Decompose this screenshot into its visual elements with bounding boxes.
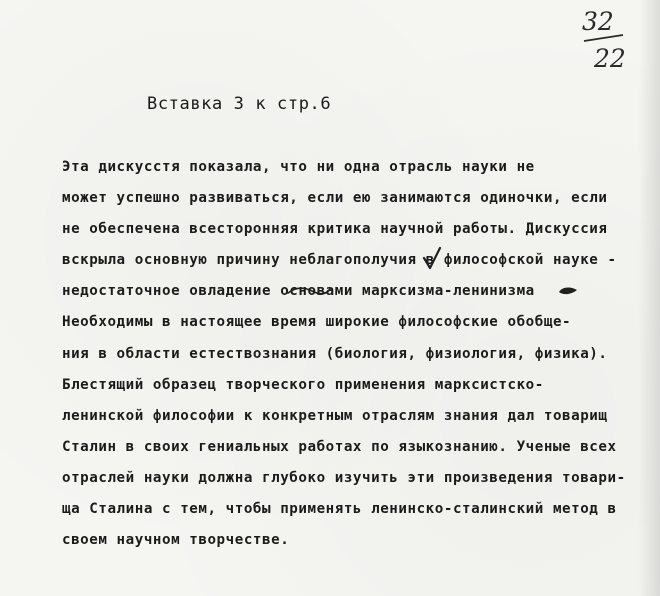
text-line-content: Необходимы в настоящее время широкие философские обобще-	[62, 314, 572, 331]
text-line-content: ния в области естествознания (биология, физиология, физика).	[62, 345, 608, 362]
text-line	[62, 401, 642, 432]
text-line	[62, 463, 642, 494]
text-line	[62, 525, 642, 556]
text-line-content: вскрыла основную причину неблагополучия в философской науке -	[62, 252, 617, 269]
text-line-content: может успешно развиваться, если ею занимаются одиночки, если	[62, 190, 608, 207]
text-line-content: своем научном творчестве.	[62, 532, 290, 549]
pen-underline-svg	[286, 285, 332, 297]
pen-correction-mark	[422, 246, 442, 272]
text-line	[62, 307, 642, 338]
pen-correction-svg	[422, 246, 442, 272]
typed-body-text	[62, 152, 642, 556]
text-line	[62, 152, 642, 183]
text-line-content: Сталин в своих гениальных работах по языкознанию. Ученые всех	[62, 438, 617, 455]
folio-number-marks	[570, 6, 640, 76]
pen-underline-mark	[286, 285, 332, 297]
text-line	[62, 370, 642, 401]
text-line	[62, 276, 642, 307]
ink-blot-mark	[558, 284, 578, 298]
text-line-content: Эта дискусстя показала, что ни одна отрасль науки не	[62, 159, 535, 175]
text-line	[62, 432, 642, 463]
text-line-content: отраслей науки должна глубоко изучить эти произведения товари-	[62, 469, 626, 486]
ink-blot-svg	[558, 284, 578, 298]
folio-bottom-number: 22	[594, 44, 626, 73]
text-line-content: Блестящий образец творческого применения марксистско-	[62, 376, 544, 393]
text-line-content: не обеспечена всесторонняя критика научной работы. Дискуссия	[62, 221, 608, 238]
insert-heading: Вставка 3 к стр.6	[147, 94, 332, 114]
folio-top-number: 32	[582, 7, 614, 36]
text-line-content: недостаточное овладение основами марксизма-ленинизма	[62, 283, 535, 300]
text-line	[62, 214, 642, 245]
text-line	[62, 494, 642, 525]
text-line-content: ленинской философии к конкретным отраслям знания дал товарищ	[62, 407, 608, 424]
text-line-content: ща Сталина с тем, чтобы применять ленинско-сталинский метод в	[62, 501, 617, 518]
text-line	[62, 245, 642, 276]
text-line	[62, 183, 642, 214]
folio-number-svg	[570, 6, 640, 76]
text-line	[62, 339, 642, 370]
